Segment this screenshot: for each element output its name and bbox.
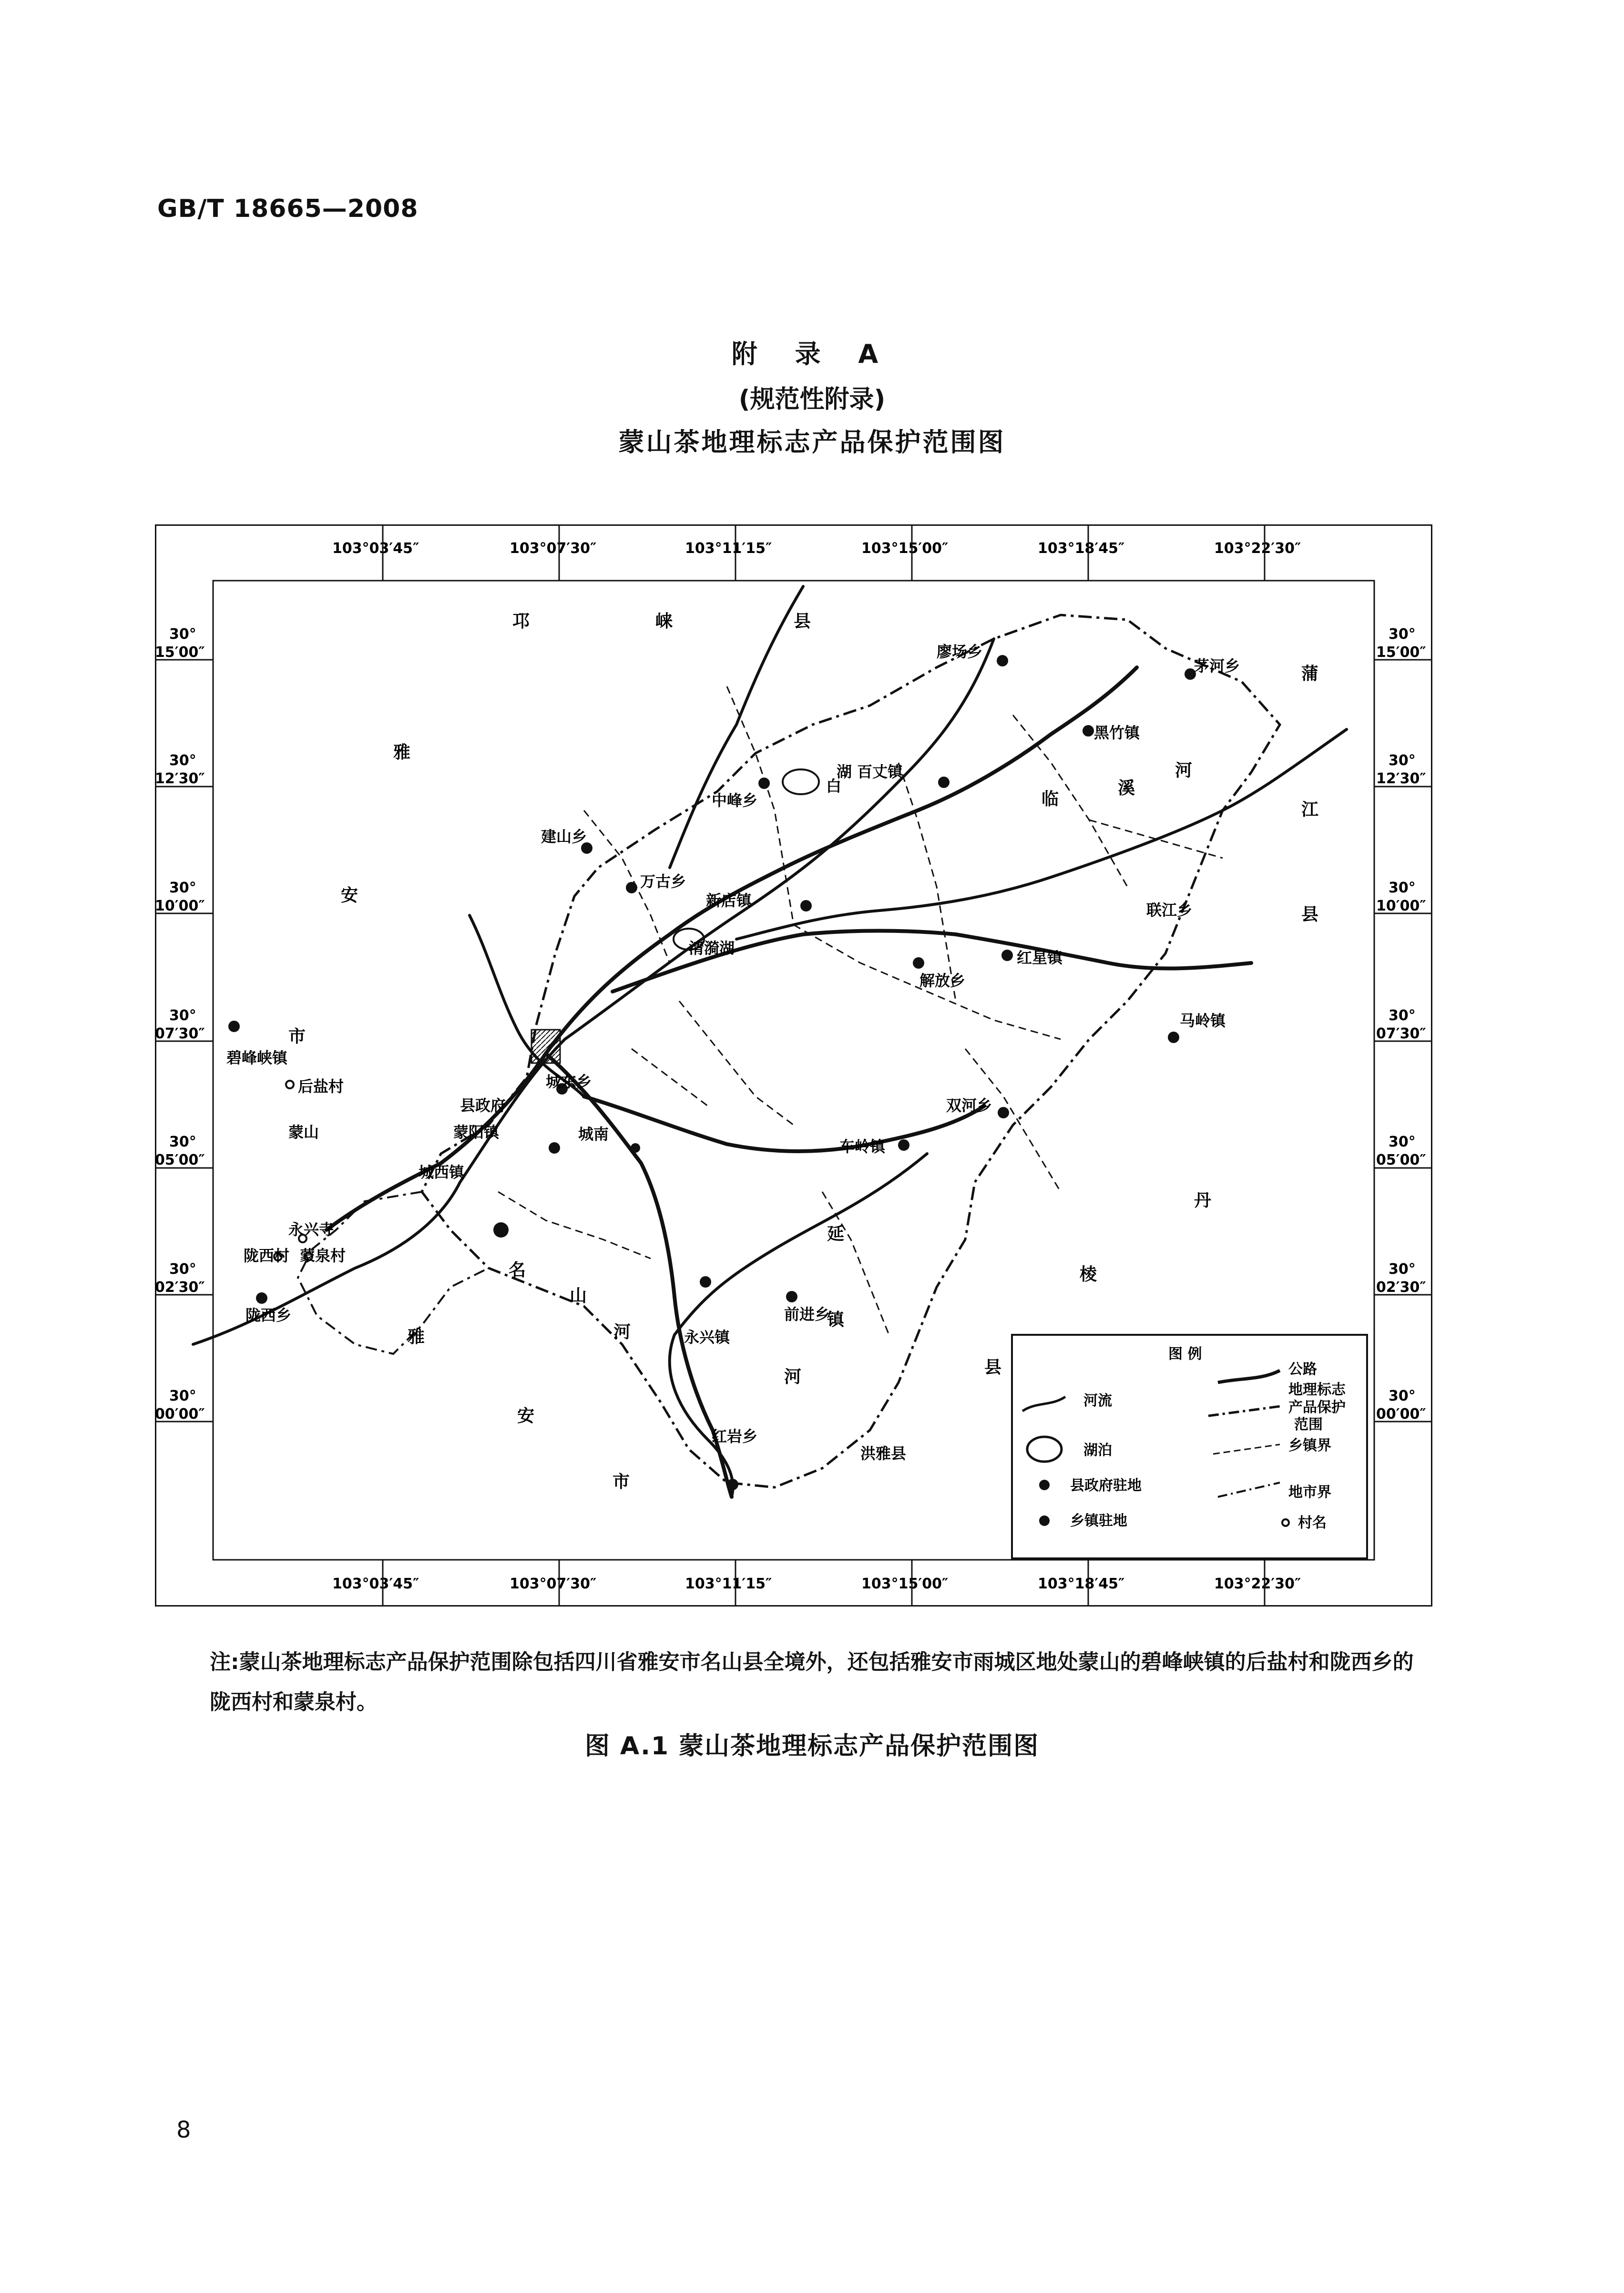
lat-right-4-deg: 30° xyxy=(1389,1007,1416,1024)
label-maohe: 茅河乡 xyxy=(1194,657,1240,675)
lat-right-4-min: 07′30″ xyxy=(1376,1025,1426,1042)
lat-right-2-min: 12′30″ xyxy=(1376,770,1426,787)
legend-road: 公路 xyxy=(1288,1361,1317,1378)
region-danleng-1: 丹 xyxy=(1194,1191,1212,1210)
extension-boundary xyxy=(298,1192,489,1354)
standard-code: GB/T 18665—2008 xyxy=(157,194,419,223)
lat-left-2-deg: 30° xyxy=(169,752,196,769)
lat-left-3-min: 10′00″ xyxy=(155,898,205,914)
marker-county-gov xyxy=(493,1222,509,1238)
label-hongyan: 红岩乡 xyxy=(712,1427,758,1445)
lon-bottom-5: 103°18′45″ xyxy=(1038,1576,1125,1592)
legend-county: 县政府驻地 xyxy=(1070,1477,1142,1494)
mingshan-river xyxy=(193,639,994,1344)
road-west xyxy=(327,1054,546,1230)
legend-village-symbol xyxy=(1282,1519,1289,1526)
marker-chengnan xyxy=(631,1143,640,1153)
lat-left-4-min: 07′30″ xyxy=(155,1025,205,1042)
marker-lianchang xyxy=(997,655,1008,666)
lat-right-1-deg: 30° xyxy=(1389,626,1416,643)
legend-lake: 湖泊 xyxy=(1083,1442,1112,1459)
label-chengxi: 城西镇 xyxy=(419,1163,465,1181)
north-river xyxy=(670,586,803,868)
marker-xindian xyxy=(800,900,812,911)
marker-cheling xyxy=(898,1139,909,1151)
marker-hongyan xyxy=(727,1479,738,1490)
lat-left-7-min: 00′00″ xyxy=(155,1406,205,1423)
marker-houyan xyxy=(286,1081,294,1088)
label-malin: 马岭镇 xyxy=(1180,1012,1226,1030)
lat-left-4-deg: 30° xyxy=(169,1007,196,1024)
marker-qianjin xyxy=(786,1291,797,1302)
lat-right-6-min: 02′30″ xyxy=(1376,1279,1426,1296)
marker-jiefang xyxy=(913,957,924,969)
legend-town: 乡镇驻地 xyxy=(1070,1513,1127,1529)
label-longxi-village: 陇西村 xyxy=(244,1247,290,1265)
label-lianchang: 廖场乡 xyxy=(937,643,983,661)
lat-left-5-min: 05′00″ xyxy=(155,1152,205,1168)
lon-top-5: 103°18′45″ xyxy=(1038,540,1125,557)
region-yanzhen-3: 河 xyxy=(784,1367,802,1387)
label-qianjin: 前进乡 xyxy=(784,1305,830,1323)
lon-bottom-2: 103°07′30″ xyxy=(510,1576,597,1592)
lat-right-7-min: 00′00″ xyxy=(1376,1406,1426,1423)
region-qionglai-2: 崃 xyxy=(655,612,673,631)
label-mengquan: 蒙泉村 xyxy=(300,1247,346,1265)
appendix-type: (规范性附录) xyxy=(738,385,886,414)
region-yaan-s-1: 雅 xyxy=(408,1327,425,1347)
label-cheling: 车岭镇 xyxy=(839,1137,886,1156)
label-chengdong: 城东乡 xyxy=(546,1073,592,1091)
marker-wangu xyxy=(626,882,637,893)
region-qionglai-1: 邛 xyxy=(512,612,530,631)
linxi-river xyxy=(736,729,1347,939)
lat-left-5-deg: 30° xyxy=(169,1134,196,1150)
label-hongya: 洪雅县 xyxy=(860,1444,907,1463)
region-lin: 临 xyxy=(1042,789,1059,809)
road-south xyxy=(546,1054,732,1497)
region-mingshan-river-2: 山 xyxy=(570,1286,587,1306)
lat-left-1-min: 15′00″ xyxy=(155,644,205,661)
label-baizhang: 湖 百丈镇 xyxy=(837,763,903,781)
region-danleng-2: 棱 xyxy=(1080,1265,1097,1284)
region-mingshan-river-1: 名 xyxy=(509,1260,526,1280)
label-wangu: 万古乡 xyxy=(640,872,686,891)
region-linxi-2: 河 xyxy=(1175,761,1193,780)
lon-top-2: 103°07′30″ xyxy=(510,540,597,557)
legend-town-symbol xyxy=(1039,1515,1050,1526)
region-pujiang-3: 县 xyxy=(1301,905,1319,924)
page-number: 8 xyxy=(176,2117,191,2143)
label-mengyang: 蒙阳镇 xyxy=(453,1123,500,1141)
legend-river: 河流 xyxy=(1083,1392,1112,1409)
town-boundaries xyxy=(498,686,1223,1335)
region-yaan-n-2: 安 xyxy=(341,886,358,905)
region-danleng-3: 县 xyxy=(984,1358,1002,1377)
lat-right-6-deg: 30° xyxy=(1389,1261,1416,1278)
legend xyxy=(1012,1335,1367,1558)
label-longxi-town: 陇西乡 xyxy=(245,1306,292,1324)
legend-gi-3: 范围 xyxy=(1294,1416,1323,1433)
label-county-gov: 县政府 xyxy=(460,1096,506,1115)
label-shuanghe: 双河乡 xyxy=(946,1096,992,1115)
marker-baizhang xyxy=(938,777,950,788)
lon-bottom-4: 103°15′00″ xyxy=(861,1576,949,1592)
appendix-label: 附 录 A xyxy=(731,339,893,369)
lon-top-3: 103°11′15″ xyxy=(685,540,772,557)
region-linxi-1: 溪 xyxy=(1118,778,1135,798)
note-text: 蒙山茶地理标志产品保护范围除包括四川省雅安市名山县全境外，还包括雅安市雨城区地处蒙山的碧峰峡镇的后盐村和陇西乡的陇西村和蒙泉村。 xyxy=(210,1650,1414,1714)
label-heizhu: 黑竹镇 xyxy=(1094,724,1140,742)
region-yanzhen-2: 镇 xyxy=(827,1310,845,1330)
label-jiefang: 解放乡 xyxy=(919,972,966,990)
label-mengshan: 蒙山 xyxy=(288,1123,319,1141)
region-yanzhen-1: 延 xyxy=(827,1224,845,1244)
lat-right-5-min: 05′00″ xyxy=(1376,1152,1426,1168)
figure-caption: 图 A.1 蒙山茶地理标志产品保护范围图 xyxy=(584,1732,1040,1761)
label-chengnan: 城南 xyxy=(578,1125,609,1143)
marker-shuanghe xyxy=(998,1107,1009,1118)
lat-left-6-deg: 30° xyxy=(169,1261,196,1278)
lat-right-5-deg: 30° xyxy=(1389,1134,1416,1150)
lat-right-2-deg: 30° xyxy=(1389,752,1416,769)
label-hongxing: 红星镇 xyxy=(1017,949,1063,967)
label-jianshan: 建山乡 xyxy=(541,828,587,846)
legend-town-boundary: 乡镇界 xyxy=(1288,1437,1331,1454)
legend-city-boundary: 地市界 xyxy=(1288,1484,1331,1501)
lat-left-3-deg: 30° xyxy=(169,880,196,896)
lat-left-6-min: 02′30″ xyxy=(155,1279,205,1296)
yuncheng-river xyxy=(470,915,584,1096)
region-qionglai-3: 县 xyxy=(794,612,811,631)
lon-bottom-6: 103°22′30″ xyxy=(1214,1576,1301,1592)
marker-longxi-town xyxy=(256,1292,267,1304)
lon-top-1: 103°03′45″ xyxy=(332,540,419,557)
marker-yongxing xyxy=(700,1276,711,1288)
lat-right-3-deg: 30° xyxy=(1389,880,1416,896)
lat-right-7-deg: 30° xyxy=(1389,1388,1416,1404)
map-note xyxy=(210,1642,1430,1722)
region-pujiang-1: 蒲 xyxy=(1301,664,1319,684)
lat-right-1-min: 15′00″ xyxy=(1376,644,1426,661)
region-yaan-s-3: 市 xyxy=(613,1472,630,1492)
region-yaan-s-2: 安 xyxy=(517,1406,535,1426)
marker-bifengxia xyxy=(228,1021,240,1032)
county-seat-area xyxy=(531,1030,560,1063)
lon-bottom-3: 103°11′15″ xyxy=(685,1576,772,1592)
label-yongxing-temple: 永兴寺 xyxy=(288,1220,335,1239)
label-xindian: 新店镇 xyxy=(706,891,752,910)
label-houyan: 后盐村 xyxy=(298,1077,344,1095)
legend-gi-2: 产品保护 xyxy=(1288,1399,1346,1416)
lon-bottom-1: 103°03′45″ xyxy=(332,1576,419,1592)
marker-hongxing xyxy=(1001,950,1013,961)
lat-right-3-min: 10′00″ xyxy=(1376,898,1426,914)
label-lianjiang: 联江乡 xyxy=(1146,901,1193,919)
lat-left-1-deg: 30° xyxy=(169,626,196,643)
region-pujiang-2: 江 xyxy=(1301,800,1319,819)
marker-mengyang xyxy=(549,1142,560,1154)
marker-zhongfeng xyxy=(758,778,770,789)
region-yaan-n-3: 市 xyxy=(288,1027,306,1046)
label-baizhang-lake: 白 xyxy=(826,777,842,795)
marker-malin xyxy=(1168,1032,1179,1043)
lat-left-2-min: 12′30″ xyxy=(155,770,205,787)
lat-left-7-deg: 30° xyxy=(169,1388,196,1404)
label-qingyi: 清漪湖 xyxy=(689,939,735,957)
legend-gi-1: 地理标志 xyxy=(1288,1382,1346,1398)
road-north xyxy=(546,667,1137,1054)
region-yaan-n-1: 雅 xyxy=(393,743,411,762)
region-mingshan-river-3: 河 xyxy=(613,1322,631,1342)
baizhang-lake xyxy=(783,769,819,794)
label-yongxing-town: 永兴镇 xyxy=(684,1328,730,1346)
note-label: 注: xyxy=(210,1650,239,1674)
protection-range-map xyxy=(155,524,1432,1607)
marker-heizhu xyxy=(1083,725,1094,737)
appendix-title: 蒙山茶地理标志产品保护范围图 xyxy=(618,427,1006,457)
lon-top-4: 103°15′00″ xyxy=(861,540,949,557)
lon-top-6: 103°22′30″ xyxy=(1214,540,1301,557)
legend-title: 图 例 xyxy=(1168,1346,1202,1362)
road-shuanghe xyxy=(584,1096,984,1151)
label-bifengxia: 碧峰峡镇 xyxy=(226,1049,288,1067)
legend-village: 村名 xyxy=(1298,1515,1327,1531)
label-zhongfeng: 中峰乡 xyxy=(712,791,758,809)
legend-county-symbol xyxy=(1039,1480,1050,1490)
